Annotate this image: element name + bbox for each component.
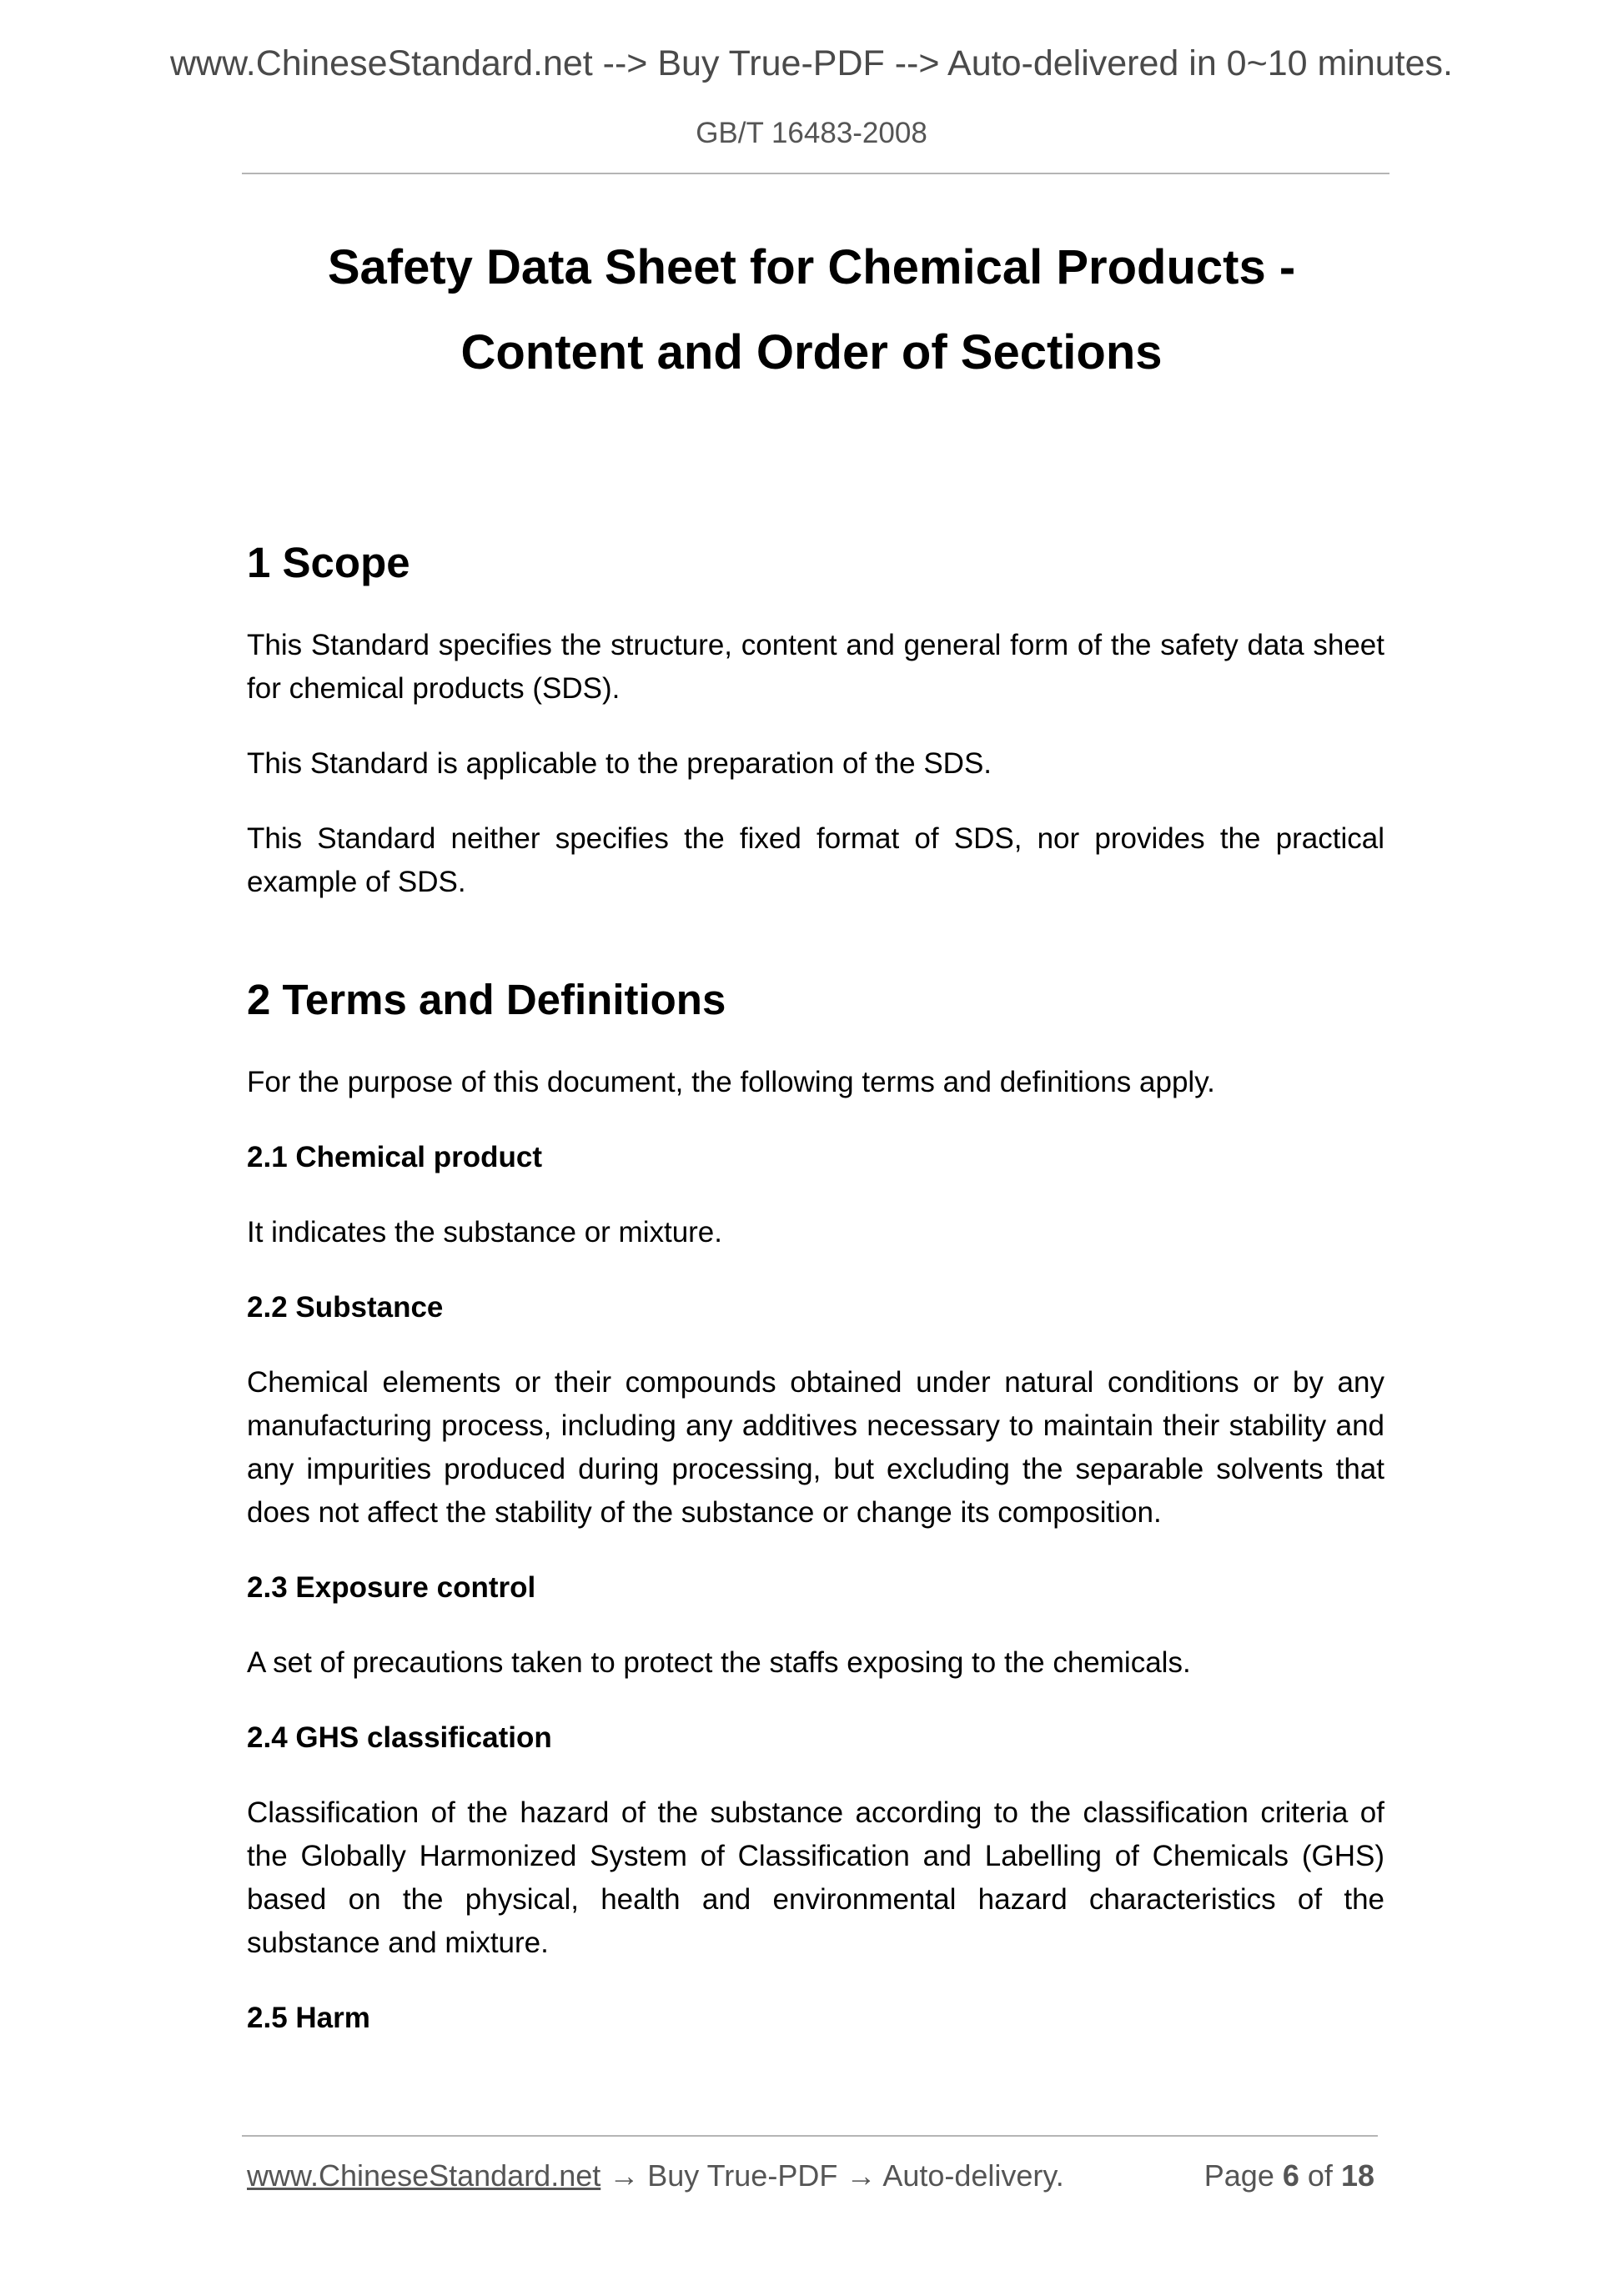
page-footer <box>247 2158 1374 2205</box>
term-heading: 2.2 Substance <box>247 1291 444 1324</box>
footer-promo <box>247 2158 1064 2193</box>
term-heading: 2.1 Chemical product <box>247 1141 542 1173</box>
page-total: 18 <box>1340 2158 1374 2193</box>
standard-code: GB/T 16483-2008 <box>696 117 927 149</box>
page-number: 6 <box>1282 2158 1299 2193</box>
terms-intro: For the purpose of this document, the following terms and definitions apply. <box>247 1066 1215 1098</box>
document-title <box>0 225 1623 395</box>
document-body <box>247 534 1384 2072</box>
scope-paragraph: This Standard is applicable to the preparation of the SDS. <box>247 747 992 780</box>
term-definition: Chemical elements or their compounds obtained under natural conditions or by any manufacturing process, including any additives necessary to maintain their stability and any impurities produced during processing, but excluding the separable solvents that does not affect the stability of the substance or change its composition. <box>247 1366 1384 1529</box>
of-label: of <box>1307 2158 1333 2193</box>
footer-tagline: → Buy True-PDF → Auto-delivery. <box>600 2158 1064 2193</box>
document-title-line2: Content and Order of Sections <box>460 325 1163 379</box>
term-definition: Classification of the hazard of the substance according to the classification criteria of the Globally Harmonized System of Classification and Labelling of Chemicals (GHS) based on the physical, health and environmental hazard characteristics of the substance and mixture. <box>247 1796 1384 1959</box>
page-indicator <box>1204 2158 1374 2193</box>
footer-divider <box>242 2135 1378 2137</box>
document-title-line1: Safety Data Sheet for Chemical Products - <box>327 240 1296 294</box>
term-heading: 2.4 GHS classification <box>247 1721 552 1754</box>
footer-site-link[interactable]: www.ChineseStandard.net <box>247 2158 601 2193</box>
section-heading-terms: 2 Terms and Definitions <box>247 976 726 1023</box>
term-heading: 2.3 Exposure control <box>247 1571 536 1604</box>
scope-paragraph: This Standard neither specifies the fixed format of SDS, nor provides the practical example of SDS. <box>247 822 1384 898</box>
scope-paragraph: This Standard specifies the structure, content and general form of the safety data sheet for chemical products (SDS). <box>247 629 1384 705</box>
site-banner: www.ChineseStandard.net --> Buy True-PDF --> Auto-delivered in 0~10 minutes. <box>169 43 1453 83</box>
page-label: Page <box>1203 2158 1274 2193</box>
term-heading: 2.5 Harm <box>247 2002 370 2034</box>
term-definition: It indicates the substance or mixture. <box>247 1216 722 1248</box>
term-definition: A set of precautions taken to protect the staffs exposing to the chemicals. <box>247 1646 1191 1679</box>
section-heading-scope: 1 Scope <box>247 539 410 586</box>
header-divider <box>242 173 1389 174</box>
